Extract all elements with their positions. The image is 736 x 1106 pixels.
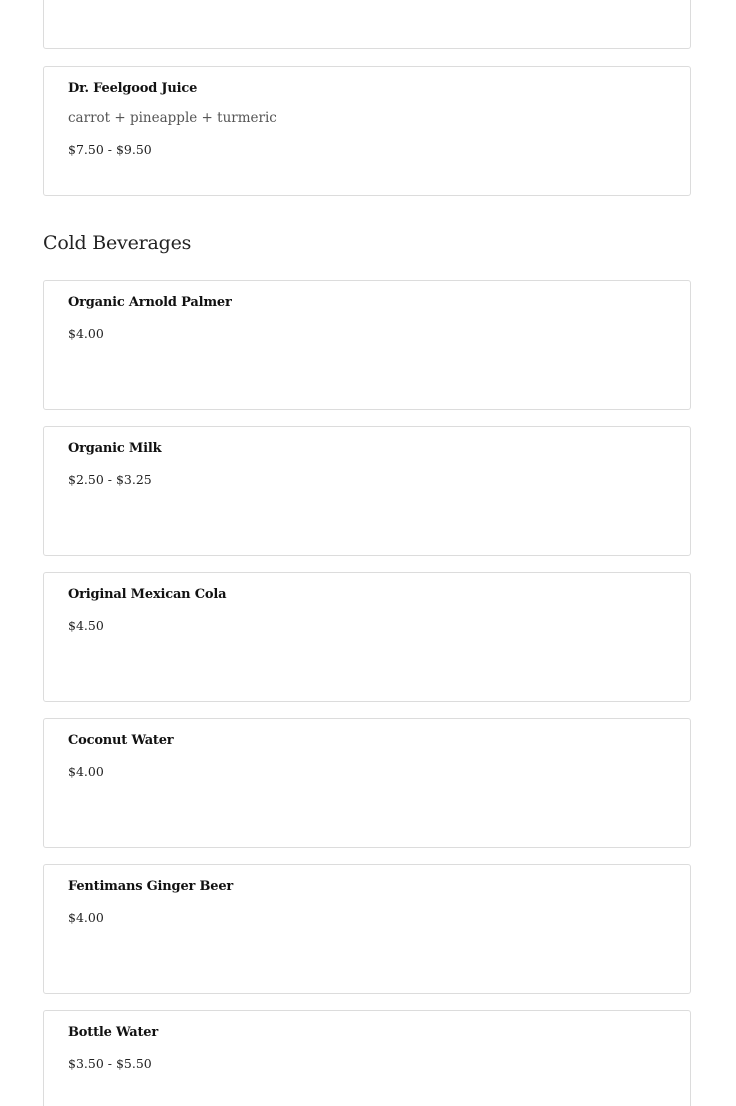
menu-item-price: $3.50 - $5.50 xyxy=(68,1056,152,1071)
menu-item-name: Original Mexican Cola xyxy=(68,587,227,602)
menu-item-name: Bottle Water xyxy=(68,1025,159,1040)
menu-item-name: Fentimans Ginger Beer xyxy=(68,879,234,894)
menu-item-card[interactable] xyxy=(43,66,691,196)
menu-item-card[interactable] xyxy=(43,280,691,410)
menu-item-card[interactable] xyxy=(43,0,691,49)
menu-item-name: Dr. Feelgood Juice xyxy=(68,81,198,96)
menu-item-card[interactable] xyxy=(43,426,691,556)
menu-item-card[interactable] xyxy=(43,572,691,702)
menu-item-name: Organic Milk xyxy=(68,441,162,456)
menu-item-card[interactable] xyxy=(43,1010,691,1106)
menu-item-price: $4.00 xyxy=(68,910,104,925)
menu-item-price: $4.00 xyxy=(68,764,104,779)
menu-item-price: $4.50 xyxy=(68,618,104,633)
menu-item-description: carrot + pineapple + turmeric xyxy=(68,110,277,126)
menu-item-card[interactable] xyxy=(43,718,691,848)
menu-item-name: Coconut Water xyxy=(68,733,174,748)
section-title-cold-beverages: Cold Beverages xyxy=(43,232,192,254)
menu-item-price: $4.00 xyxy=(68,326,104,341)
menu-item-price: $7.50 - $9.50 xyxy=(68,142,152,157)
menu-item-name: Organic Arnold Palmer xyxy=(68,295,232,310)
menu-item-card[interactable] xyxy=(43,864,691,994)
menu-item-price: $2.50 - $3.25 xyxy=(68,472,152,487)
